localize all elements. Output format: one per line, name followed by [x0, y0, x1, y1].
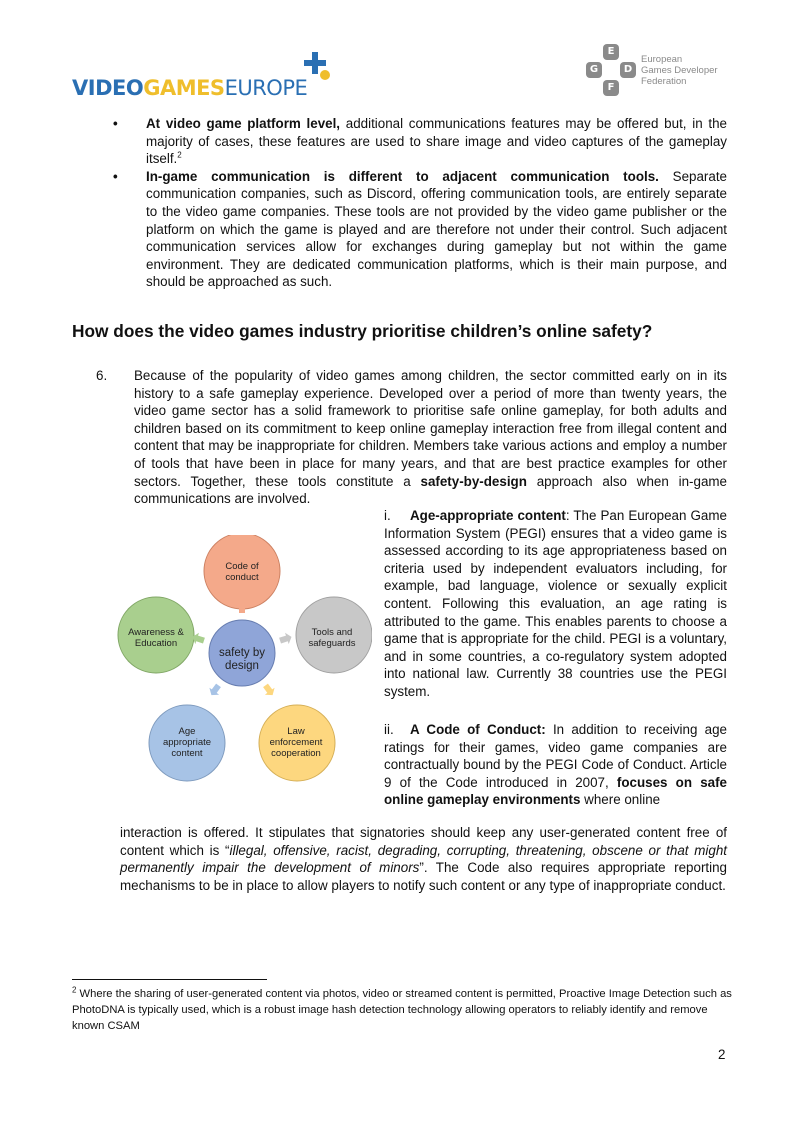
dot-icon — [320, 70, 330, 80]
list-item-code-of-conduct: ii. A Code of Conduct: In addition to receiving age ratings for their games, video game companies are contractually bound by the PEGI Code of Conduct. Article 9 of the Code introduced in 2007, focuses on safe online gameplay environments where online — [384, 722, 727, 808]
paragraph-6: 6. Because of the popularity of video games among children, the sector committed early on in its history to a safe gameplay experience. Developed over a period of more than twenty years, the video game sector has a solid framework to prioritise safe online gameplay, for both adults and children based on its commitment to keep online gameplay interaction free from illegal content and content that may be inappropriate for children. Members take various actions and employ a number of tools that have been in place for many years, and that are best practice examples for other sectors. Together, these tools constitute a safety-by-design approach also when in-game communications are involved. — [96, 368, 727, 507]
footnote-separator — [72, 979, 267, 980]
footnote-ref[interactable]: 2 — [177, 150, 182, 160]
egdf-logo — [585, 44, 745, 98]
list-numeral: i. — [384, 508, 391, 523]
arrow-icon — [279, 633, 291, 644]
list-numeral: ii. — [384, 722, 394, 737]
bullet-item: • At video game platform level, additional communications features may be offered but, in the majority of cases, these features are used to share image and video captures of the gameplay itself.$^2$ — [113, 116, 727, 167]
logo-wordmark: VIDEOGAMESEUROPE — [72, 76, 308, 100]
key-e: E — [603, 44, 619, 60]
bullet-item: • In-game communication is different to adjacent communication tools. Separate communication companies, such as Discord, offering communication tools, are entirely separate to the video game companies. These tools are not provided by the video game publisher or the platform on which the game is played and are therefore not under their control. Such adjacent communication services allow for exchanges during gameplay but not within the game environment. They are dedicated communication platforms, which is their main purpose, and should be approached as such. — [113, 168, 727, 290]
arrow-icon — [209, 684, 221, 696]
node-label-code-of-conduct: Code of conduct — [225, 561, 259, 583]
bullet-list — [113, 115, 727, 291]
safety-by-design-diagram — [112, 535, 372, 795]
node-label-law-enforcement: Law enforcement cooperation — [269, 726, 323, 759]
paragraph-number: 6. — [96, 368, 108, 383]
node-label-age-appropriate: Age appropriate content — [162, 726, 212, 759]
gamepad-dpad-icon — [585, 44, 637, 98]
section-heading: How does the video games industry prioritise children’s online safety? — [72, 321, 653, 341]
node-label-awareness-education: Awareness & Education — [128, 627, 184, 649]
arrow-icon — [263, 684, 275, 696]
key-f: F — [603, 80, 619, 96]
page-number: 2 — [718, 1047, 726, 1062]
key-g: G — [586, 62, 602, 78]
bullet-icon: • — [113, 116, 118, 131]
footnote: $^2$ Where the sharing of user-generated content via photos, video or streamed content is permitted, Proactive Image Detection such as PhotoDNA is typically used, which is a robust image hash detection technology allowing operators to reliably identify and remove known CSAM — [72, 985, 732, 1032]
list-item-continuation: interaction is offered. It stipulates that signatories should keep any user-generated content free of content which is “illegal, offensive, racist, degrading, corrupting, threatening, obscene or that might permanently impair the development of minors”. The Code also requires appropriate reporting mechanisms to be in place to allow players to notify such content or any type of inappropriate conduct. — [120, 825, 727, 893]
egdf-name: European Games Developer Federation — [641, 54, 718, 87]
bullet-icon: • — [113, 168, 118, 184]
key-d: D — [620, 62, 636, 78]
list-item-age-appropriate: i. Age-appropriate content: The Pan European Game Information System (PEGI) ensures that a video game is assessed according to its age appropriateness based on criteria used by independent evaluators including, for example, bad language, violence or sexually explicit content. Following this evaluation, an age rating is attributed to the game. This enables parents to choose a game that is appropriate for the child. PEGI is a voluntary, and in some countries, a co-regulatory system adopted into national law. Currently 38 countries use the PEGI system. — [384, 508, 727, 699]
node-label-tools-safeguards: Tools and safeguards — [308, 627, 356, 649]
center-label: safety by design — [218, 647, 266, 672]
